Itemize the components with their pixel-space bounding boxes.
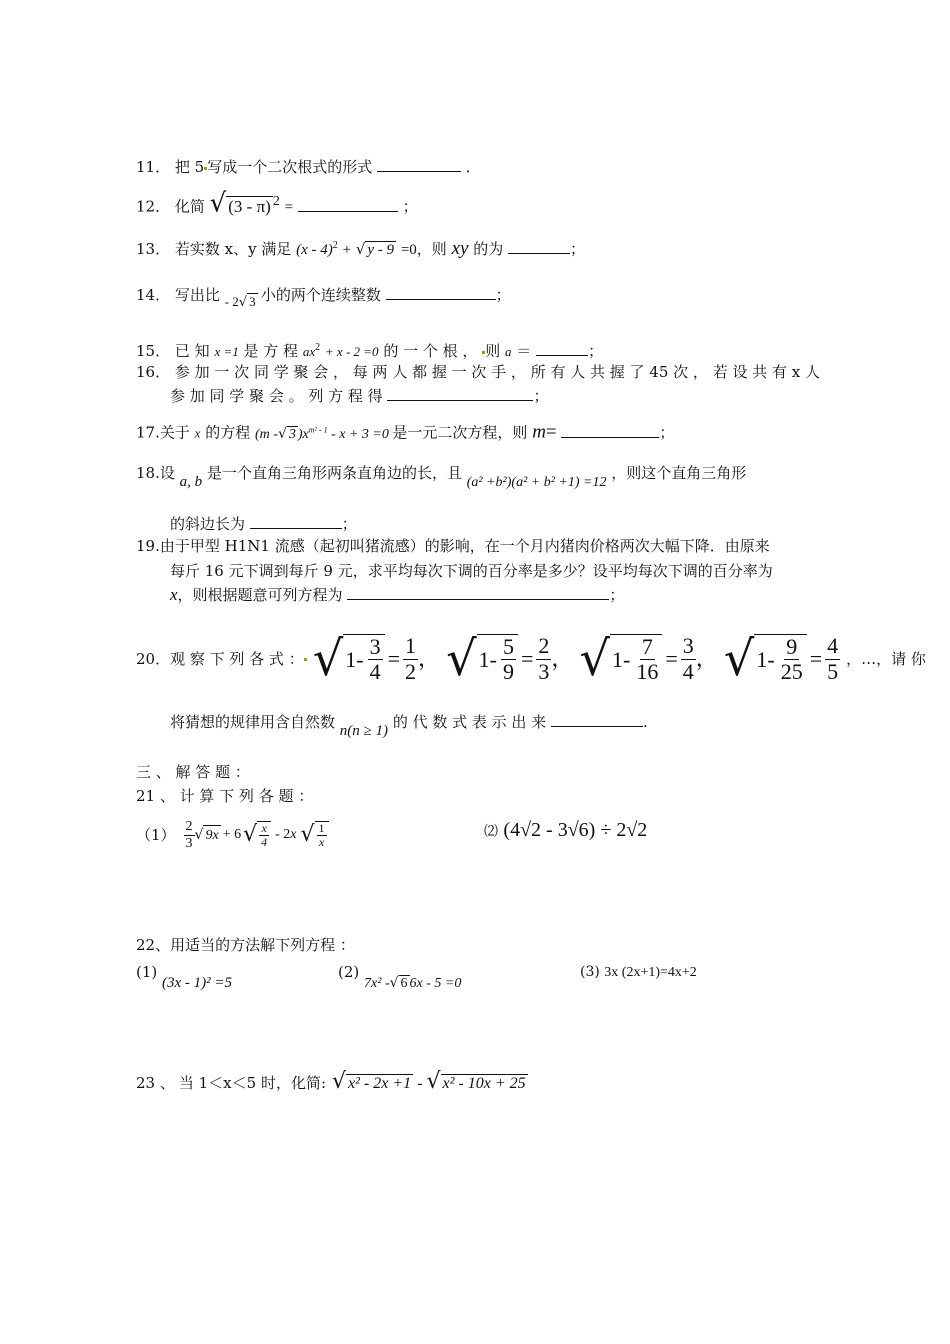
question-number: 20． xyxy=(136,650,171,668)
question-16-line2: 参 加 同 学 聚 会 。 列 方 程 得 ； xyxy=(170,387,549,405)
question-15: 15． 已 知 x =1 是 方 程 $ax^2 + x - 2 =0$ 的 一 个 根 ， 则 a ＝ ； xyxy=(136,342,604,360)
question-19-line2: 每斤 16 元下调到每斤 9 元，求平均每次下调的百分率是多少？设平均每次下调的百分率为 xyxy=(170,562,773,580)
question-22-part1: (1) (3x - 1)² =5 xyxy=(136,963,233,991)
sqrt-expression: √ (3 - π) $^2$ xyxy=(209,188,280,219)
question-11: 11． 把 5 写成一个二次根式的形式 ． xyxy=(136,158,481,176)
question-20: 20． 观 察 下 列 各 式 ： √ 1- $\frac{3}{4}$ = $\frac{1}{2}$ ， √ 1- $\frac{5}{9}$ = $\frac{2}{3}$ ， √ 1- $\frac{7}{16}$ = $\frac{3}{4}$ ， √ 1- $\frac{9}{25}$ = $\frac{4}{5}$ ，…， 请 你 xyxy=(136,631,926,687)
question-21-part1 xyxy=(136,812,329,858)
question-20-line2: 将猜想的规律用含自然数 n(n ≥ 1) 的 代 数 式 表 示 出 来 . xyxy=(170,713,648,739)
answer-blank[interactable] xyxy=(561,423,659,438)
question-number: 14． xyxy=(136,286,171,304)
answer-blank[interactable] xyxy=(377,157,461,172)
answer-blank[interactable] xyxy=(536,341,588,356)
math-expression: (m -√ 3 )$x^{m^2 - 1} - x + 3 =0$ xyxy=(255,425,389,442)
question-12: 12． 化简 √ (3 - π) $^2$ = ； xyxy=(136,188,418,219)
question-number: 12． xyxy=(136,197,171,216)
question-number: 15． xyxy=(136,342,171,360)
question-19: 19.由于甲型 H1N1 流感（起初叫猪流感）的影响，在一个月内猪肉价格两次大幅下降．由原来 xyxy=(136,537,770,555)
question-19-line3: x，则根据题意可列方程为 ； xyxy=(170,585,625,604)
question-number: 19. xyxy=(136,537,160,555)
question-14: 14． 写出比 - 2√ 3 小的两个连续整数 ； xyxy=(136,286,511,310)
math-expression: √ x² - 2x +1 - √ x² - 10x + 25 xyxy=(332,1069,526,1094)
question-number: 13． xyxy=(136,240,171,258)
question-number: 23 、 xyxy=(136,1074,175,1092)
question-13: 13． 若实数 x、y 满足 (x - 4)$^2$ + √ y - 9 =0，则 xy 的为 ； xyxy=(136,238,586,259)
answer-blank[interactable] xyxy=(250,514,342,529)
question-number: 11． xyxy=(136,158,171,176)
answer-blank[interactable] xyxy=(347,585,609,600)
pattern-item: √ 1- $\frac{7}{16}$ = $\frac{3}{4}$ ， xyxy=(579,631,718,687)
question-number: 16． xyxy=(136,363,171,381)
section-title: 三 、 解 答 题 ： xyxy=(136,763,250,781)
question-17: 17.关于 x 的方程 (m -√ 3 )$x^{m^2 - 1} - x + 3 =0$ 是一元二次方程，则 m= ； xyxy=(136,421,675,443)
mark-dot xyxy=(304,658,307,661)
answer-blank[interactable] xyxy=(551,712,643,727)
question-number: 17. xyxy=(136,423,160,442)
answer-blank[interactable] xyxy=(298,197,398,212)
question-number: 18. xyxy=(136,464,160,482)
math-expression: - 2√ 3 xyxy=(224,294,256,310)
question-18-line2: 的斜边长为 ； xyxy=(170,515,357,533)
question-21-title: 21 、 计 算 下 列 各 题 ： xyxy=(136,787,314,805)
question-18: 18.设 a, b 是一个直角三角形两条直角边的长，且 (a² +b²)(a² + b² +1) =12 ，则这个直角三角形 xyxy=(136,464,747,490)
math-expression: $\frac{2}{3}$ √ 9x + 6 √ $\frac{x}{4}$ - 2x √ $\frac{1}{x}$ xyxy=(184,819,329,851)
pattern-item: √ 1- $\frac{3}{4}$ = $\frac{1}{2}$ ， xyxy=(312,631,441,687)
question-22-part3: (3) 3x (2x+1)=4x+2 xyxy=(580,964,697,980)
sqrt-expression: √ y - 9 xyxy=(355,240,395,258)
question-22-part2: (2) 7x² -√ 6 6x - 5 =0 xyxy=(338,963,462,991)
part-label: (1) xyxy=(136,963,158,981)
pattern-list xyxy=(312,631,846,687)
part-label: (2) xyxy=(338,963,360,981)
part-label: (3) xyxy=(580,964,600,980)
answer-blank[interactable] xyxy=(387,386,533,401)
pattern-item: √ 1- $\frac{9}{25}$ = $\frac{4}{5}$ xyxy=(723,631,839,687)
question-22-title: 22、用适当的方法解下列方程 ： xyxy=(136,936,355,954)
answer-blank[interactable] xyxy=(386,285,496,300)
part-label: ⑵ xyxy=(484,824,498,840)
pattern-item: √ 1- $\frac{5}{9}$ = $\frac{2}{3}$ ， xyxy=(446,631,574,687)
question-16: 16． 参 加 一 次 同 学 聚 会 ， 每 两 人 都 握 一 次 手 ， 所 有 人 共 握 了 45 次 ， 若 设 共 有 x 人 xyxy=(136,363,821,381)
question-23: 23 、 当 1＜x＜5 时，化简: √ x² - 2x +1 - √ x² - 10x + 25 xyxy=(136,1069,526,1094)
question-21-part2: ⑵ (4√2 - 3√6) ÷ 2√2 xyxy=(484,819,648,841)
part-label: （1） xyxy=(136,826,176,844)
answer-blank[interactable] xyxy=(508,239,570,254)
